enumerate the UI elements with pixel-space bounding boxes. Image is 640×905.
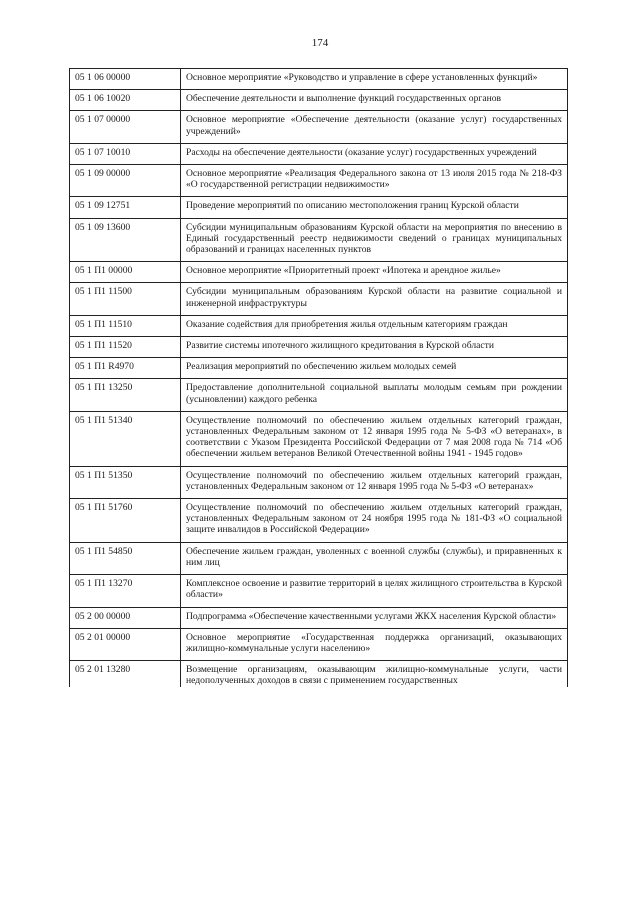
- table-row: [70, 90, 568, 111]
- row-code: 05 1 06 10020: [70, 90, 181, 111]
- row-code: 05 2 01 13280: [70, 661, 181, 687]
- table-row: [70, 542, 568, 574]
- table-row: [70, 69, 568, 90]
- table-row: [70, 575, 568, 607]
- row-description: Осуществление полномочий по обеспечению жильем отдельных категорий граждан, установленных Федеральным законом от 12 января 1995 года № 5-ФЗ «О ветеранах»: [181, 466, 568, 498]
- table-row: [70, 143, 568, 164]
- table-row: [70, 607, 568, 628]
- row-code: 05 1 09 00000: [70, 165, 181, 197]
- row-description: Возмещение организациям, оказывающим жилищно-коммунальные услуги, части недополученных доходов в связи с применением государственных: [181, 661, 568, 687]
- row-description: Основное мероприятие «Реализация Федерального закона от 13 июля 2015 года № 218-ФЗ «О государственной регистрации недвижимости»: [181, 165, 568, 197]
- row-description: Обеспечение деятельности и выполнение функций государственных органов: [181, 90, 568, 111]
- row-code: 05 1 П1 11500: [70, 283, 181, 315]
- row-code: 05 1 П1 11520: [70, 337, 181, 358]
- row-description: Основное мероприятие «Государственная поддержка организаций, оказывающих жилищно-коммунальные услуги населению»: [181, 628, 568, 660]
- table-row: [70, 197, 568, 218]
- row-description: Комплексное освоение и развитие территорий в целях жилищного строительства в Курской области»: [181, 575, 568, 607]
- row-code: 05 1 09 12751: [70, 197, 181, 218]
- row-description: Субсидии муниципальным образованиям Курской области на развитие социальной и инженерной инфраструктуры: [181, 283, 568, 315]
- row-code: 05 1 П1 51760: [70, 499, 181, 543]
- row-description: Проведение мероприятий по описанию местоположения границ Курской области: [181, 197, 568, 218]
- table-row: [70, 111, 568, 143]
- table-row: [70, 218, 568, 262]
- row-description: Основное мероприятие «Приоритетный проект «Ипотека и арендное жилье»: [181, 262, 568, 283]
- budget-classification-table: [69, 68, 567, 687]
- table-row: [70, 337, 568, 358]
- row-description: Реализация мероприятий по обеспечению жильем молодых семей: [181, 358, 568, 379]
- row-code: 05 1 П1 00000: [70, 262, 181, 283]
- table-row: [70, 358, 568, 379]
- table-row: [70, 283, 568, 315]
- table-row: [70, 499, 568, 543]
- table-row: [70, 628, 568, 660]
- row-description: Субсидии муниципальным образованиям Курской области на мероприятия по внесению в Единый государственный реестр недвижимости сведений о границах муниципальных образований и границах населенных пунктов: [181, 218, 568, 262]
- table-body: [70, 69, 568, 687]
- table-row: [70, 379, 568, 411]
- row-description: Подпрограмма «Обеспечение качественными услугами ЖКХ населения Курской области»: [181, 607, 568, 628]
- row-description: Предоставление дополнительной социальной выплаты молодым семьям при рождении (усыновлении) каждого ребенка: [181, 379, 568, 411]
- table-row: [70, 661, 568, 687]
- row-code: 05 1 07 10010: [70, 143, 181, 164]
- row-code: 05 1 П1 51340: [70, 411, 181, 466]
- row-description: Осуществление полномочий по обеспечению жильем отдельных категорий граждан, установленных Федеральным законом от 12 января 1995 года № 5-ФЗ «О ветеранах», в соответствии с Указом Президента Российской Федерации от 7 мая 2008 года № 714 «Об обеспечении жильем ветеранов Великой Отечественной войны 1941 - 1945 годов»: [181, 411, 568, 466]
- table-row: [70, 165, 568, 197]
- row-code: 05 1 09 13600: [70, 218, 181, 262]
- row-code: 05 1 07 00000: [70, 111, 181, 143]
- page-number: 174: [311, 37, 329, 49]
- row-code: 05 1 06 00000: [70, 69, 181, 90]
- row-description: Оказание содействия для приобретения жилья отдельным категориям граждан: [181, 315, 568, 336]
- row-description: Развитие системы ипотечного жилищного кредитования в Курской области: [181, 337, 568, 358]
- row-code: 05 1 П1 11510: [70, 315, 181, 336]
- table-row: [70, 411, 568, 466]
- table-row: [70, 262, 568, 283]
- row-code: 05 1 П1 13250: [70, 379, 181, 411]
- row-code: 05 1 П1 51350: [70, 466, 181, 498]
- row-description: Обеспечение жильем граждан, уволенных с военной службы (службы), и приравненных к ним лиц: [181, 542, 568, 574]
- row-description: Основное мероприятие «Обеспечение деятельности (оказание услуг) государственных учреждений»: [181, 111, 568, 143]
- row-code: 05 2 01 00000: [70, 628, 181, 660]
- row-code: 05 2 00 00000: [70, 607, 181, 628]
- table-row: [70, 466, 568, 498]
- row-description: Основное мероприятие «Руководство и управление в сфере установленных функций»: [181, 69, 568, 90]
- row-description: Осуществление полномочий по обеспечению жильем отдельных категорий граждан, установленных Федеральным законом от 24 ноября 1995 года № 181-ФЗ «О социальной защите инвалидов в Российской Федерации»: [181, 499, 568, 543]
- row-code: 05 1 П1 R4970: [70, 358, 181, 379]
- table-row: [70, 315, 568, 336]
- row-code: 05 1 П1 13270: [70, 575, 181, 607]
- row-description: Расходы на обеспечение деятельности (оказание услуг) государственных учреждений: [181, 143, 568, 164]
- row-code: 05 1 П1 54850: [70, 542, 181, 574]
